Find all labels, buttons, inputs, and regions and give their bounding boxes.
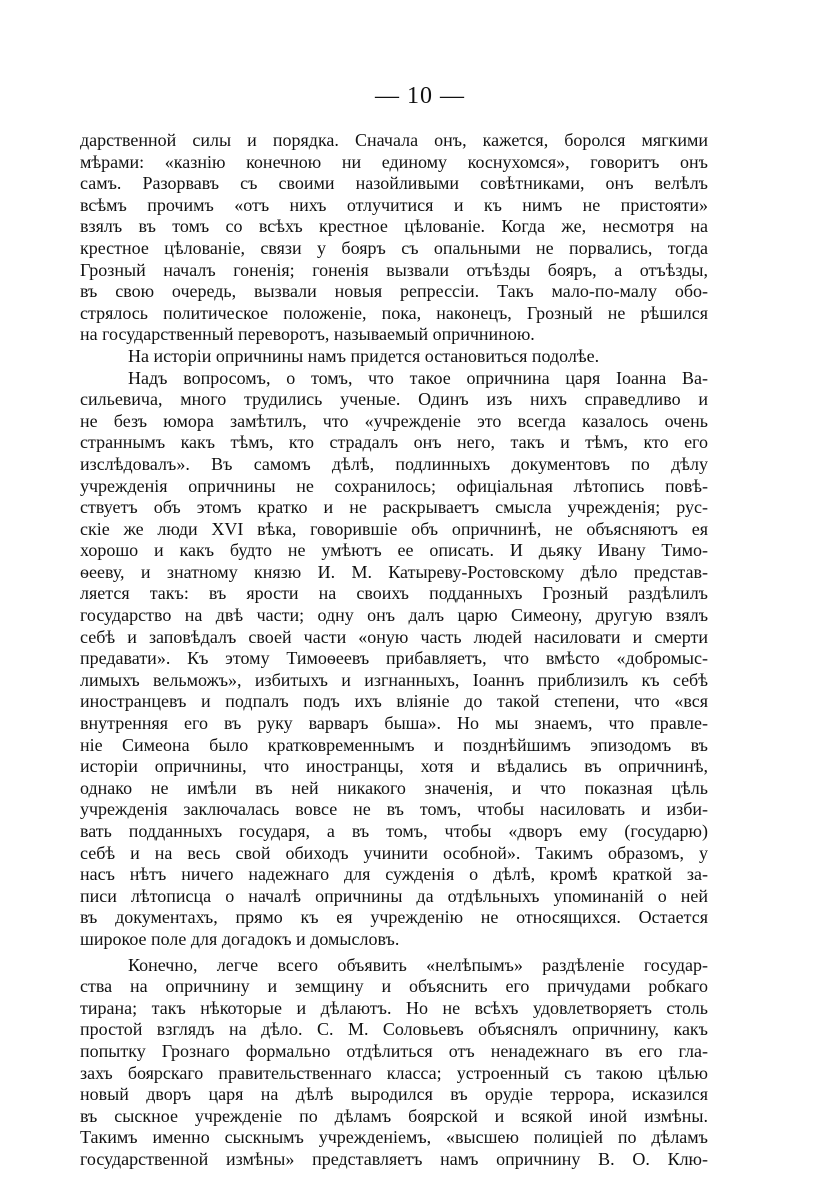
text-line: себѣ и заповѣдалъ своей части «оную часть людей насиловати и смерти [80, 626, 708, 647]
text-line: ствуетъ объ этомъ кратко и не раскрываетъ смысла учрежденія; рус- [80, 497, 708, 518]
page-number: — 10 — [375, 83, 465, 109]
text-line: простой взглядъ на дѣло. С. М. Соловьевъ объяснялъ опричнину, какъ [80, 1019, 708, 1040]
text-line: исторіи опричнины, что иностранцы, хотя и вѣдались въ опричнинѣ, [80, 756, 708, 777]
text-line: ляется такъ: въ ярости на своихъ подданныхъ Грозный раздѣлилъ [80, 583, 708, 604]
text-line: дарственной силы и порядка. Сначала онъ, кажется, боролся мягкими [80, 130, 708, 150]
text-line: мѣрами: «казнію конечною ни единому коснухомся», говоритъ онъ [80, 151, 708, 172]
text-line: Конечно, легче всего объявить «нелѣпымъ» раздѣленіе государ- [128, 954, 708, 975]
text-line: учрежденія заключалась вовсе не въ томъ, чтобы насиловать и изби- [80, 799, 708, 820]
paragraph-2 [80, 346, 708, 368]
text-line: Грозный началъ гоненія; гоненія вызвали отъѣзды бояръ, а отъѣзды, [80, 259, 708, 280]
text-line: взялъ въ томъ со всѣхъ крестное цѣлованіе. Когда же, несмотря на [80, 216, 708, 237]
text-line: не безъ юмора замѣтилъ, что «учрежденіе это всегда казалось очень [80, 410, 708, 431]
body-text [80, 130, 708, 1171]
text-line: въ сыскное учрежденіе по дѣламъ боярской и всякой иной измѣны. [80, 1105, 708, 1126]
text-line: учрежденія опричнины не сохранилось; офиціальная лѣтопись повѣ- [80, 475, 708, 496]
text-line: лимыхъ вельможъ», избитыхъ и изгнанныхъ, Іоаннъ приблизилъ къ себѣ [80, 669, 708, 690]
text-line: ніе Симеона было кратковременнымъ и позднѣйшимъ эпизодомъ въ [80, 734, 708, 755]
text-line: тирана; такъ нѣкоторые и дѣлаютъ. Но не всѣхъ удовлетворяетъ столь [80, 997, 708, 1018]
text-line: ства на опричнину и земщину и объяснить его причудами робкаго [80, 976, 708, 997]
text-line: писи лѣтописца о началѣ опричнины да отдѣльныхъ упоминаній о ней [80, 885, 708, 906]
text-line: страннымъ какъ тѣмъ, кто страдалъ онъ него, такъ и тѣмъ, кто его [80, 432, 708, 453]
text-line: насъ нѣтъ ничего надежнаго для сужденія о дѣлѣ, кромѣ краткой за- [80, 864, 708, 885]
paragraph-1 [80, 130, 708, 346]
paragraph-4 [80, 955, 708, 1171]
text-line: однако не имѣли въ ней никакого значенія, и что показная цѣль [80, 777, 708, 798]
text-line: вать подданныхъ государя, а въ томъ, чтобы «дворъ ему (государю) [80, 821, 708, 841]
text-line: государство на двѣ части; одну онъ далъ царю Симеону, другую взялъ [80, 605, 708, 626]
text-line: изслѣдовалъ». Въ самомъ дѣлѣ, подлинныхъ документовъ по дѣлу [80, 453, 708, 474]
text-line: захъ боярскаго правительственнаго класса; устроенный съ такою цѣлью [80, 1062, 708, 1083]
text-line: Такимъ именно сыскнымъ учрежденіемъ, «высшею полиціей по дѣламъ [80, 1127, 708, 1148]
text-line: ѳееву, и знатному князю И. М. Катыреву-Ростовскому дѣло представ- [80, 561, 708, 582]
text-line: всѣмъ прочимъ «отъ нихъ отлучитися и къ нимъ не пристояти» [80, 194, 708, 215]
text-line: Надъ вопросомъ, о томъ, что такое опричнина царя Іоанна Ва- [128, 367, 708, 388]
text-line: сильевича, много трудились ученые. Одинъ изъ нихъ справедливо и [80, 389, 708, 410]
text-line: иностранцевъ и подпалъ подъ ихъ вліяніе до такой степени, что «вся [80, 691, 708, 712]
text-line: государственной измѣны» представляетъ намъ опричнину В. О. Клю- [80, 1148, 708, 1169]
text-line: въ документахъ, прямо къ ея учрежденію не относящихся. Остается [80, 907, 708, 928]
text-line: скіе же люди XVI вѣка, говорившіе объ опричнинѣ, не объясняютъ ея [80, 518, 708, 539]
paragraph-3 [80, 368, 708, 951]
text-line: хорошо и какъ будто не умѣютъ ее описать. И дьяку Ивану Тимо- [80, 540, 708, 561]
text-line: новый дворъ царя на дѣлѣ выродился въ орудіе террора, исказился [80, 1084, 708, 1105]
text-line: стрялось политическое положеніе, пока, наконецъ, Грозный не рѣшился [80, 302, 708, 323]
text-line: внутренняя его въ руку варваръ быша». Но мы знаемъ, что правле- [80, 713, 708, 734]
text-line: предавати». Къ этому Тимоѳеевъ прибавляетъ, что вмѣсто «добромыс- [80, 648, 708, 669]
text-line: попытку Грознаго формально отдѣлиться отъ ненадежнаго въ его гла- [80, 1040, 708, 1061]
text-line: крестное цѣлованіе, связи у бояръ съ опальными не порвались, тогда [80, 237, 708, 258]
text-line: широкое поле для догадокъ и домысловъ. [80, 928, 400, 949]
text-line: самъ. Разорвавъ съ своими назойливыми совѣтниками, онъ велѣлъ [80, 173, 708, 194]
text-line: на государственный переворотъ, называемый опричниною. [80, 324, 535, 345]
text-line: себѣ и на весь свой обиходъ учинити особной». Такимъ образомъ, у [80, 842, 708, 863]
text-line: На исторіи опричнины намъ придется остановиться подолѣе. [128, 345, 600, 366]
text-line: въ свою очередь, вызвали новыя репрессіи. Такъ мало-по-малу обо- [80, 281, 708, 302]
